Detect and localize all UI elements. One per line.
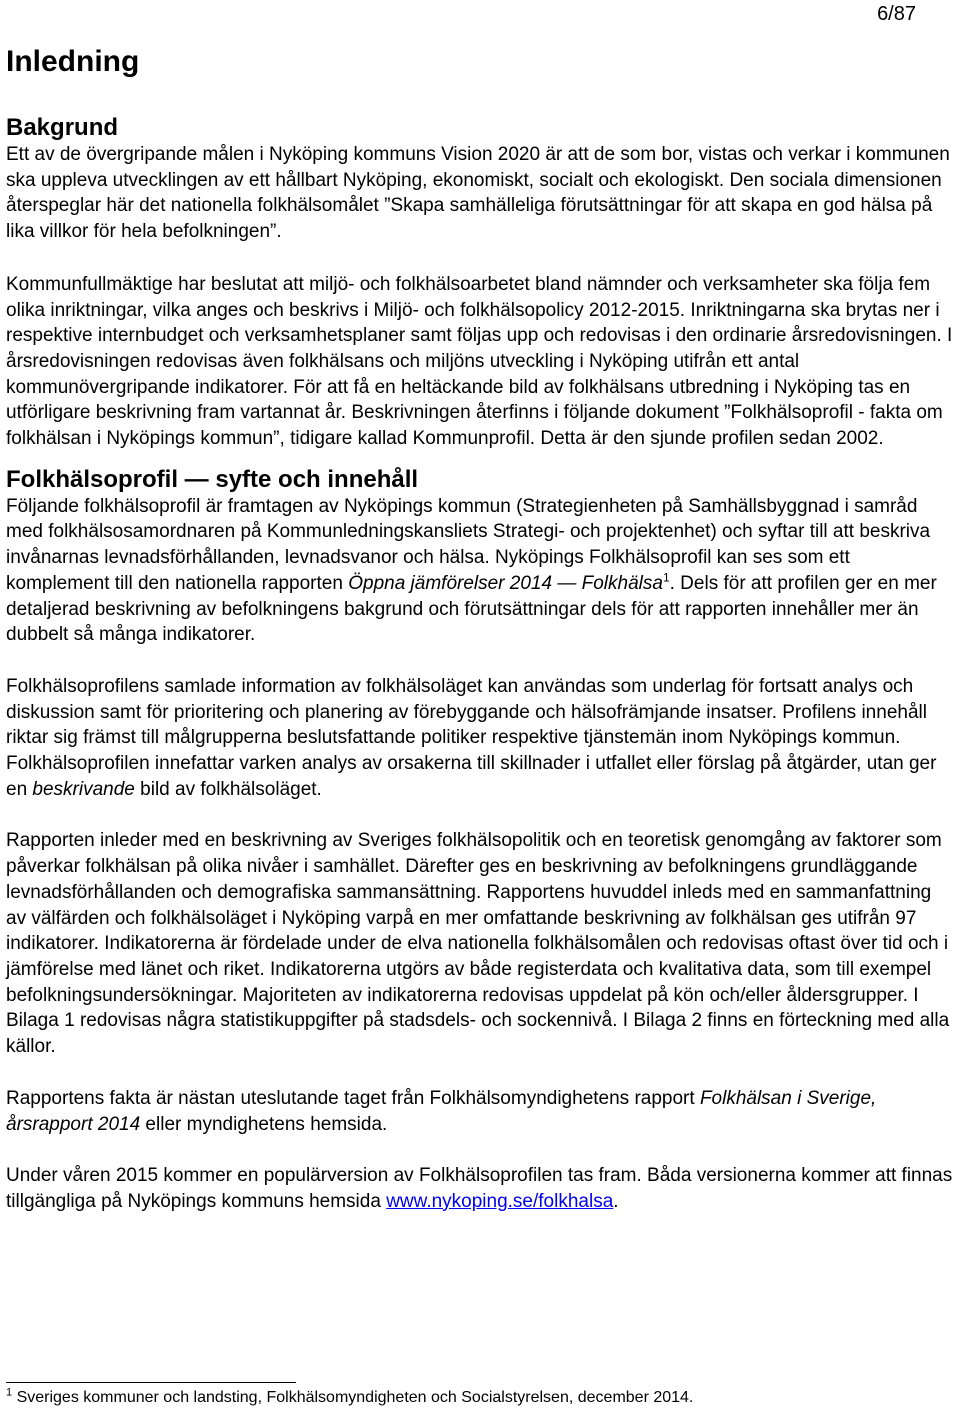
footnote-text: Sveriges kommuner och landsting, Folkhälsomyndigheten och Socialstyrelsen, december 2014. — [12, 1389, 694, 1406]
page-title: Inledning — [6, 45, 140, 78]
report-title-folkhalsan-i-sverige: Folkhälsan i Sverige, årsrapport 2014 — [6, 1087, 877, 1135]
paragraph-bakgrund-2: Kommunfullmäktige har beslutat att miljö- och folkhälsoarbetet bland nämnder och verksamheter ska följa fem olika inriktningar, vilka anges och beskrivs i Miljö- och folkhälsopolicy 2012-2015. Inriktningarna ska brytas ner i respektive internbudget och verksamhetsplaner samt följas upp och redovisas i den ordinarie årsredovisningen. I årsredovisningen redovisas även folkhälsans och miljöns utveckling i Nyköping utifrån ett antal kommunövergripande indikatorer. För att få en heltäckande bild av folkhälsans utbredning i Nyköping tas en utförligare beskrivning fram vartannat år. Beskrivningen återfinns i följande dokument ”Folkhälsoprofil - fakta om folkhälsan i Nyköpings kommun”, tidigare kallad Kommunprofil. Detta är den sjunde profilen sedan 2002. — [6, 273, 953, 450]
emphasis-beskrivande: beskrivande — [32, 778, 135, 800]
paragraph-syfte-4: Rapportens fakta är nästan uteslutande taget från Folkhälsomyndighetens rapport Folkhälsan i Sverige, årsrapport 2014 eller myndighetens hemsida. — [6, 1087, 877, 1135]
footnote-marker: 1 — [6, 1386, 13, 1399]
paragraph-syfte-5: Under våren 2015 kommer en populärversion av Folkhälsoprofilen tas fram. Båda versionerna kommer att finnas tillgängliga på Nyköpings kommuns hemsida www.nykoping.se/folkhalsa. — [6, 1165, 953, 1212]
paragraph-syfte-2: Folkhälsoprofilens samlade information av folkhälsoläget kan användas som underlag för fortsatt analys och diskussion samt för prioritering och planering av förebyggande och hälsofrämjande insatser. Profilens innehåll riktar sig främst till målgrupperna beslutsfattande politiker respektive tjänstemän inom Nyköpings kommun. Folkhälsoprofilen innefattar varken analys av orsakerna till skillnader i utfallet eller förslag på åtgärder, utan ger en beskrivande bild av folkhälsoläget. — [6, 675, 937, 800]
document-body — [6, 44, 956, 1215]
folkhalsa-website-link[interactable]: www.nykoping.se/folkhalsa — [386, 1190, 614, 1212]
footnote — [6, 1388, 693, 1408]
report-title-oppna-jamforelser: Öppna jämförelser 2014 — Folkhälsa — [348, 572, 663, 594]
section-heading-bakgrund: Bakgrund — [6, 114, 119, 141]
footnote-divider — [6, 1382, 296, 1383]
section-heading-syfte: Folkhälsoprofil — syfte och innehåll — [6, 465, 419, 493]
paragraph-syfte-1: Följande folkhälsoprofil är framtagen av Nyköpings kommun (Strategienheten på Samhällsbyggnad i samråd med folkhälsosamordnaren på Kommunledningskansliets Strategi- och projektenhet) och syftar till att beskriva invånarnas levnadsförhållanden, levnadsvanor och hälsa. Nyköpings Folkhälsoprofil kan ses som ett komplement till den nationella rapporten Öppna jämförelser 2014 — Folkhälsa$^1$. Dels för att profilen ger en mer detaljerad beskrivning av befolkningens bakgrund och förutsättningar dels för att rapporten innehåller mer än dubbelt så många indikatorer. — [6, 495, 937, 646]
paragraph-syfte-3: Rapporten inleder med en beskrivning av Sveriges folkhälsopolitik och en teoretisk genomgång av faktorer som påverkar folkhälsan på olika nivåer i samhället. Därefter ges en beskrivning av befolkningens grundläggande levnadsförhållanden och demografiska sammansättning. Rapportens huvuddel inleds med en sammanfattning av välfärden och folkhälsoläget i Nyköping varpå en mer omfattande beskrivning av folkhälsan ges utifrån 97 indikatorer. Indikatorerna är fördelade under de elva nationella folkhälsomålen och redovisas oftast över tid och i jämförelse med länet och riket. Indikatorerna utgörs av både registerdata och kvalitativa data, som till exempel befolkningsundersökningar. Majoriteten av indikatorerna redovisas uppdelat på kön och/eller åldersgrupper. I Bilaga 1 redovisas några statistikuppgifter på stadsdels- och sockennivå. I Bilaga 2 finns en förteckning med alla källor. — [6, 830, 950, 1058]
page-number: 6/87 — [877, 3, 916, 25]
footnote-reference: 1 — [662, 570, 670, 585]
paragraph-bakgrund-1: Ett av de övergripande målen i Nyköping kommuns Vision 2020 är att de som bor, vistas och verkar i kommunen ska uppleva utvecklingen av ett hållbart Nyköping, ekonomiskt, socialt och ekologiskt. Den sociala dimensionen återspeglar här det nationella folkhälsomålet ”Skapa samhälleliga förutsättningar för att skapa en god hälsa på lika villkor för hela befolkningen”. — [6, 144, 950, 243]
